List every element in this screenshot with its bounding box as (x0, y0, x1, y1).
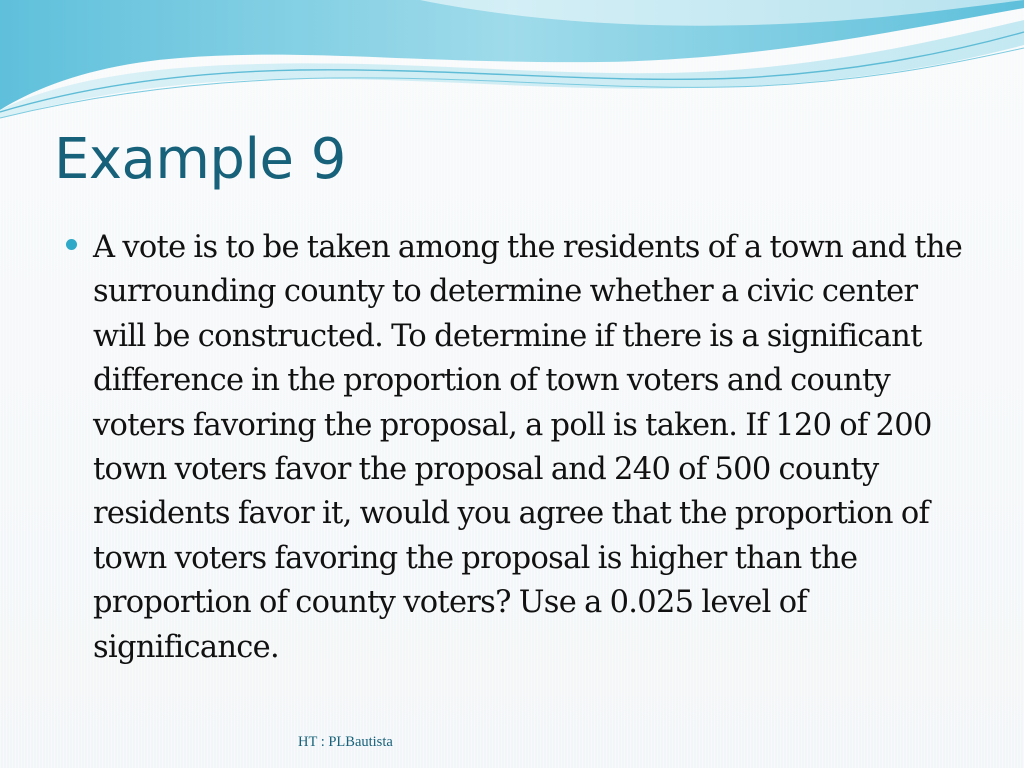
footer-text: HT : PLBautista (298, 734, 393, 750)
bullet-list (66, 226, 971, 670)
slide-title: Example 9 (54, 127, 346, 192)
bullet-dot-icon (66, 239, 77, 250)
header-wave-decoration (0, 0, 1024, 130)
bullet-item (66, 226, 971, 670)
bullet-text: A vote is to be taken among the residents of a town and the surrounding county to determine whether a civic center will be constructed. To determine if there is a significant difference in the proportion of town voters and county voters favoring the proposal, a poll is taken. If 120 of 200 town voters favor the proposal and 240 of 500 county residents favor it, would you agree that the proportion of town voters favoring the proposal is higher than the proportion of county voters? Use a 0.025 level of significance. (93, 230, 963, 665)
